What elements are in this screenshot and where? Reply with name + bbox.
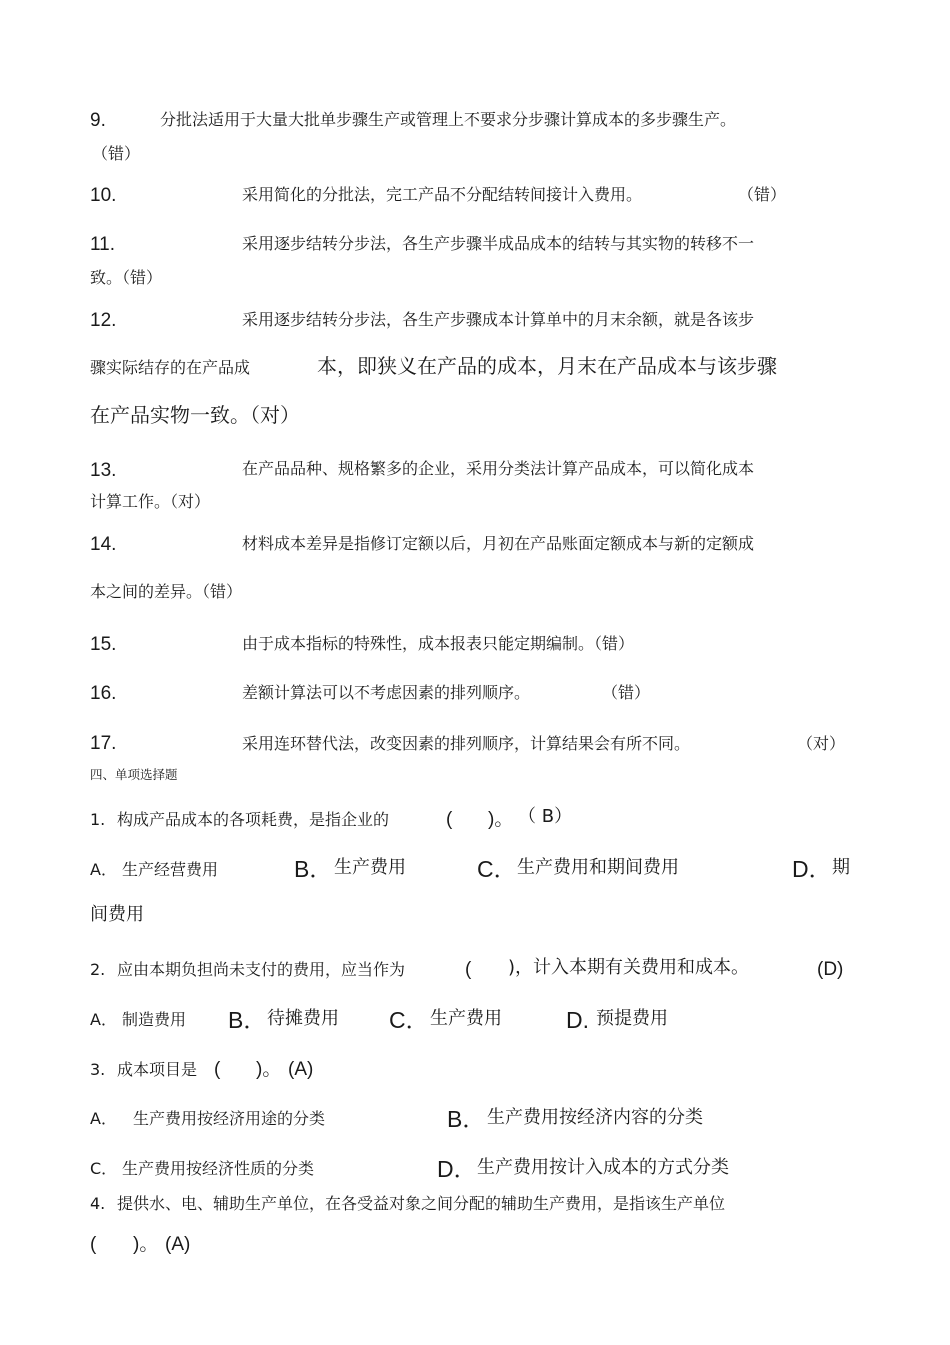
q4-stem: 提供水、电、辅助生产单位，在各受益对象之间分配的辅助生产费用，是指该生产单位 xyxy=(117,1194,726,1213)
q1-option-b-letter: B． xyxy=(294,856,333,882)
item-17-number: 17. xyxy=(90,733,117,754)
q1-option-c-letter: C． xyxy=(477,856,517,882)
q2-option-c-letter: C． xyxy=(389,1007,429,1033)
q1-option-c-text: 生产费用和期间费用 xyxy=(517,857,679,878)
q2-option-a-letter: A． xyxy=(90,1010,117,1029)
item-14-verdict: 本之间的差异。（错） xyxy=(90,582,243,601)
item-16-text: 差额计算法可以不考虑因素的排列顺序。 xyxy=(242,683,531,702)
item-11-text: 采用逐步结转分步法，各生产步骤半成品成本的结转与其实物的转移不一 xyxy=(242,234,755,253)
q3-number: 3. xyxy=(90,1060,106,1079)
item-16-number: 16. xyxy=(90,683,117,704)
item-9-text: 分批法适用于大量大批单步骤生产或管理上不要求分步骤计算成本的多步骤生产。 xyxy=(160,110,737,129)
item-9-verdict: （错） xyxy=(92,144,141,163)
q2-option-b-letter: B． xyxy=(228,1007,267,1033)
item-12-verdict: 在产品实物一致。（对） xyxy=(90,403,300,427)
q2-option-d-text: 预提费用 xyxy=(596,1008,668,1029)
q3-option-d-letter: D． xyxy=(437,1156,477,1182)
item-12-text: 采用逐步结转分步法，各生产步骤成本计算单中的月末余额，就是各该步 xyxy=(242,310,755,329)
item-16-verdict: （错） xyxy=(602,683,651,702)
q4-answer: (A) xyxy=(165,1234,191,1255)
item-13-text: 在产品品种、规格繁多的企业，采用分类法计算产品成本，可以简化成本 xyxy=(242,459,755,478)
q1-number: 1. xyxy=(90,810,106,829)
item-11-text-cont: 致。（错） xyxy=(90,268,163,287)
q3-paren-close: )。 xyxy=(256,1059,282,1080)
q2-stem: 应由本期负担尚未支付的费用，应当作为 xyxy=(117,960,406,979)
q3-stem: 成本项目是 xyxy=(117,1060,198,1079)
item-11-number: 11. xyxy=(90,234,116,255)
item-15-number: 15. xyxy=(90,634,117,655)
q3-option-a-letter: A． xyxy=(90,1109,117,1128)
item-10-number: 10. xyxy=(90,185,117,206)
item-14-number: 14. xyxy=(90,534,117,555)
q2-number: 2. xyxy=(90,960,106,979)
item-15-text: 由于成本指标的特殊性，成本报表只能定期编制。（错） xyxy=(242,634,635,653)
item-13-text-cont: 计算工作。（对） xyxy=(90,492,211,511)
q3-answer: (A) xyxy=(288,1059,314,1080)
q1-option-d-cont: 间费用 xyxy=(90,904,144,925)
q2-option-c-text: 生产费用 xyxy=(430,1008,502,1029)
q3-option-b-letter: B． xyxy=(447,1106,486,1132)
item-17-text: 采用连环替代法，改变因素的排列顺序，计算结果会有所不同。 xyxy=(242,734,691,753)
q2-paren-open: ( xyxy=(465,959,472,980)
q1-option-d-text: 期 xyxy=(832,857,850,878)
item-13-number: 13. xyxy=(90,460,117,481)
q1-answer: （ B） xyxy=(518,806,573,827)
q2-option-d-letter: D. xyxy=(566,1007,589,1033)
item-12-text-cont-large: 本，即狭义在产品的成本，月末在产品成本与该步骤 xyxy=(317,354,777,378)
q1-option-d-letter: D． xyxy=(792,856,832,882)
item-10-verdict: （错） xyxy=(738,185,787,204)
q4-paren-open: ( xyxy=(90,1234,97,1255)
q3-option-d-text: 生产费用按计入成本的方式分类 xyxy=(477,1157,729,1178)
item-17-verdict: （对） xyxy=(797,734,846,753)
q3-option-c-letter: C． xyxy=(90,1159,118,1178)
q4-number: 4. xyxy=(90,1194,106,1213)
q1-option-a-letter: A． xyxy=(90,860,117,879)
q2-option-b-text: 待摊费用 xyxy=(267,1008,339,1029)
q2-answer: (D) xyxy=(817,959,844,980)
q2-paren-close: )，计入本期有关费用和成本。 xyxy=(508,957,750,978)
q3-paren-open: ( xyxy=(214,1059,221,1080)
item-14-text: 材料成本差异是指修订定额以后，月初在产品账面定额成本与新的定额成 xyxy=(242,534,755,553)
q1-paren-close: )。 xyxy=(488,809,514,830)
q1-paren-open: ( xyxy=(446,809,453,830)
q1-option-b-text: 生产费用 xyxy=(334,857,406,878)
q4-paren-close: )。 xyxy=(133,1234,159,1255)
q3-option-a-text: 生产费用按经济用途的分类 xyxy=(133,1109,326,1128)
q1-option-a-text: 生产经营费用 xyxy=(122,860,219,879)
q1-stem: 构成产品成本的各项耗费，是指企业的 xyxy=(117,810,390,829)
q2-option-a-text: 制造费用 xyxy=(122,1010,187,1029)
q3-option-b-text: 生产费用按经济内容的分类 xyxy=(487,1107,703,1128)
q3-option-c-text: 生产费用按经济性质的分类 xyxy=(122,1159,315,1178)
item-12-number: 12. xyxy=(90,310,117,331)
item-9-number: 9. xyxy=(90,110,106,131)
item-12-text-cont: 骤实际结存的在产品成 xyxy=(90,358,251,377)
section-title: 四、单项选择题 xyxy=(90,767,178,782)
item-10-text: 采用简化的分批法，完工产品不分配结转间接计入费用。 xyxy=(242,185,643,204)
